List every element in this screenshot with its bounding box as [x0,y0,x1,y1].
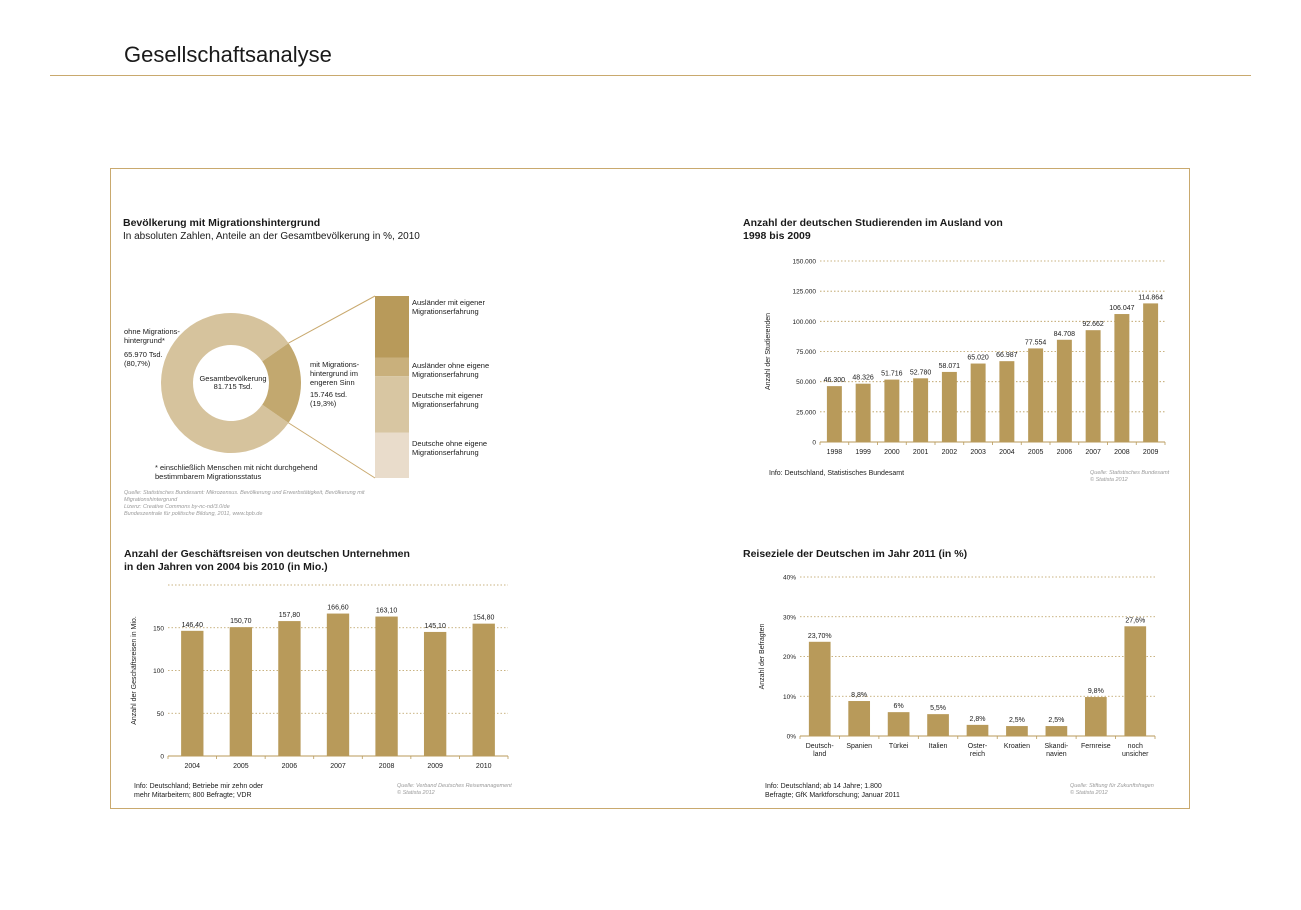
students-x-label: 2005 [1027,449,1044,456]
students-x-label: 2008 [1114,449,1130,456]
business-ytick-label: 100 [153,668,164,675]
stack-label-4: Deutsche ohne eigene Migrationserfahrung [412,439,488,457]
students-title: Anzahl der deutschen Studierenden im Ausland von 1998 bis 2009 [743,217,1003,242]
donut-source: Quelle: Statistisches Bundesamt: Mikrozensus. Bevölkerung und Erwerbstätigkeit, Bevölkerung mit Migrationshintergrund Lizenz: Creative Commons by-nc-nd/3.0/de Bundeszentrale für politische Bildung, 2011, www.bpb.de [124,490,365,517]
travel-data-label: 5,5% [930,705,947,713]
business-bar [230,627,252,756]
travel-bar [809,642,831,736]
donut-right-value: 15.746 tsd. (19,3%) [310,390,348,408]
students-data-label: 114.864 [1138,294,1164,302]
travel-data-label: 9,8% [1087,688,1104,696]
students-ytick-label: 50.000 [796,379,816,387]
students-data-label: 77.554 [1024,339,1047,347]
students-x-label: 2003 [970,449,986,456]
business-title: Anzahl der Geschäftsreisen von deutschen Unternehmen in den Jahren von 2004 bis 2010 (in Mio.) [124,548,410,573]
students-bar [1114,314,1129,442]
travel-bar [967,725,989,736]
students-data-label: 106.047 [1109,305,1135,313]
travel-data-label: 2,5% [1008,717,1025,725]
business-source: Quelle: Verband Deutsches Reisemanagement © Statista 2012 [397,783,512,796]
stack-label-3: Deutsche mit eigener Migrationserfahrung [412,391,483,409]
business-data-label: 157,80 [278,612,301,620]
donut-right-label: mit Migrations- hintergrund im engeren Sinn [310,360,360,387]
business-bar [473,624,495,756]
students-data-label: 65.020 [967,354,989,362]
business-data-label: 154,80 [473,614,495,622]
students-data-label: 46.300 [823,377,846,385]
students-bar [884,380,899,442]
business-x-label: 2005 [233,763,249,770]
business-chart [131,585,508,770]
business-y-axis-label: Anzahl der Geschäftsreisen in Mio. [131,616,138,725]
students-x-label: 2002 [941,449,958,456]
travel-x-label: Italien [928,743,948,750]
students-x-label: 2009 [1142,449,1159,456]
business-bar [375,617,397,756]
students-bar [913,378,928,442]
donut-center-label: Gesamtbevölkerung [199,374,267,383]
students-bar [971,364,986,442]
travel-ytick-label: 30% [782,614,796,622]
business-x-label: 2008 [378,763,395,770]
students-data-label: 58.071 [938,362,961,370]
business-x-label: 2004 [184,763,201,770]
travel-ytick-label: 20% [782,654,796,661]
students-x-label: 2004 [999,449,1015,456]
travel-title: Reiseziele der Deutschen im Jahr 2011 (in %) [743,548,968,560]
students-x-label: 1998 [826,449,843,456]
students-source: Quelle: Statistisches Bundesamt © Statista 2012 [1090,470,1170,483]
students-y-axis-label: Anzahl der Studierenden [765,312,772,391]
travel-data-label: 23,70% [807,632,832,640]
business-bar [424,632,446,756]
students-ytick-label: 150.000 [792,258,816,266]
travel-bar [927,714,949,736]
students-x-label: 2000 [884,449,900,456]
travel-x-label: noch unsicher [1122,743,1149,758]
travel-ytick-label: 0% [786,733,796,741]
travel-x-label: Fernreise [1081,743,1111,750]
students-bar [1028,348,1043,442]
travel-data-label: 27,6% [1125,617,1146,625]
students-bar [1086,330,1101,442]
students-ytick-label: 0 [812,439,816,447]
students-ytick-label: 125.000 [792,288,816,296]
students-bar [942,372,957,442]
students-data-label: 51.716 [881,370,903,378]
travel-x-label: Kroatien [1003,743,1030,750]
students-bar [827,386,842,442]
students-x-label: 2007 [1085,449,1101,456]
travel-bar [848,701,870,736]
stack-label-1: Ausländer mit eigener Migrationserfahrung [412,298,485,316]
travel-x-label: Türkei [888,743,909,750]
travel-source: Quelle: Stiftung für Zukunftsfragen © Statista 2012 [1070,783,1154,796]
travel-bar [1085,697,1107,736]
business-ytick-label: 150 [153,625,164,633]
students-data-label: 52.780 [909,369,932,377]
travel-chart [759,575,1155,759]
travel-x-label: Skandi-navien [1044,743,1069,758]
travel-bar [888,712,910,736]
students-chart [765,259,1165,457]
students-data-label: 84.708 [1053,330,1076,338]
donut-center-value: 81.715 Tsd. [213,382,253,391]
business-bar [327,614,349,756]
students-bar [1143,303,1158,442]
travel-info: Info: Deutschland; ab 14 Jahre; 1.800 Befragte; GfK Marktforschung; Januar 2011 [765,783,900,799]
students-bar [1057,340,1072,442]
donut-subtitle: In absoluten Zahlen, Anteile an der Gesamtbevölkerung in %, 2010 [123,231,420,242]
students-data-label: 66.987 [996,352,1018,360]
students-bar [856,384,871,442]
business-data-label: 163,10 [375,607,398,615]
travel-data-label: 2,5% [1048,717,1065,725]
business-x-label: 2007 [330,763,346,770]
business-x-label: 2010 [475,763,492,770]
students-info: Info: Deutschland, Statistisches Bundesamt [769,470,905,477]
travel-bar [1124,626,1146,736]
students-data-label: 92.662 [1082,321,1104,329]
travel-data-label: 6% [893,703,904,711]
business-bar [181,631,203,756]
travel-ytick-label: 10% [782,693,796,701]
students-data-label: 48.326 [852,374,874,382]
students-ytick-label: 75.000 [796,349,816,356]
page-title: Gesellschaftsanalyse [124,42,332,67]
business-bar [278,621,300,756]
donut-footnote: * einschließlich Menschen mit nicht durchgehend bestimmbarem Migrationsstatus [155,463,318,481]
students-x-label: 1999 [855,449,871,456]
students-ytick-label: 25.000 [796,409,816,417]
travel-ytick-label: 40% [782,574,796,582]
business-data-label: 166,60 [327,604,349,612]
business-data-label: 146,40 [181,621,203,629]
business-x-label: 2006 [281,763,298,770]
business-ytick-label: 50 [156,710,164,718]
travel-x-label: Spanien [846,743,873,750]
business-data-label: 145,10 [424,622,446,630]
travel-data-label: 2,8% [969,715,986,723]
travel-x-label: Deutsch-land [805,743,834,758]
travel-bar [1006,726,1028,736]
stack-label-2: Ausländer ohne eigene Migrationserfahrung [412,361,490,379]
donut-left-label: ohne Migrations- hintergrund* [124,327,180,345]
business-info: Info: Deutschland; Betriebe mir zehn oder mehr Mitarbeitern; 800 Befragte; VDR [134,783,264,799]
travel-bar [1046,726,1068,736]
travel-x-label: Oster-reich [967,743,988,758]
business-ytick-label: 0 [160,753,164,761]
students-x-label: 2006 [1056,449,1073,456]
students-ytick-label: 100.000 [792,318,816,326]
students-x-label: 2001 [912,449,929,456]
donut-title: Bevölkerung mit Migrationshintergrund [123,217,321,229]
travel-data-label: 8,8% [851,692,868,700]
donut-left-value: 65.970 Tsd. (80,7%) [124,350,163,368]
travel-y-axis-label: Anzahl der Befragten [759,623,766,690]
business-data-label: 150,70 [230,618,252,626]
business-x-label: 2009 [427,763,443,770]
students-bar [999,361,1014,442]
